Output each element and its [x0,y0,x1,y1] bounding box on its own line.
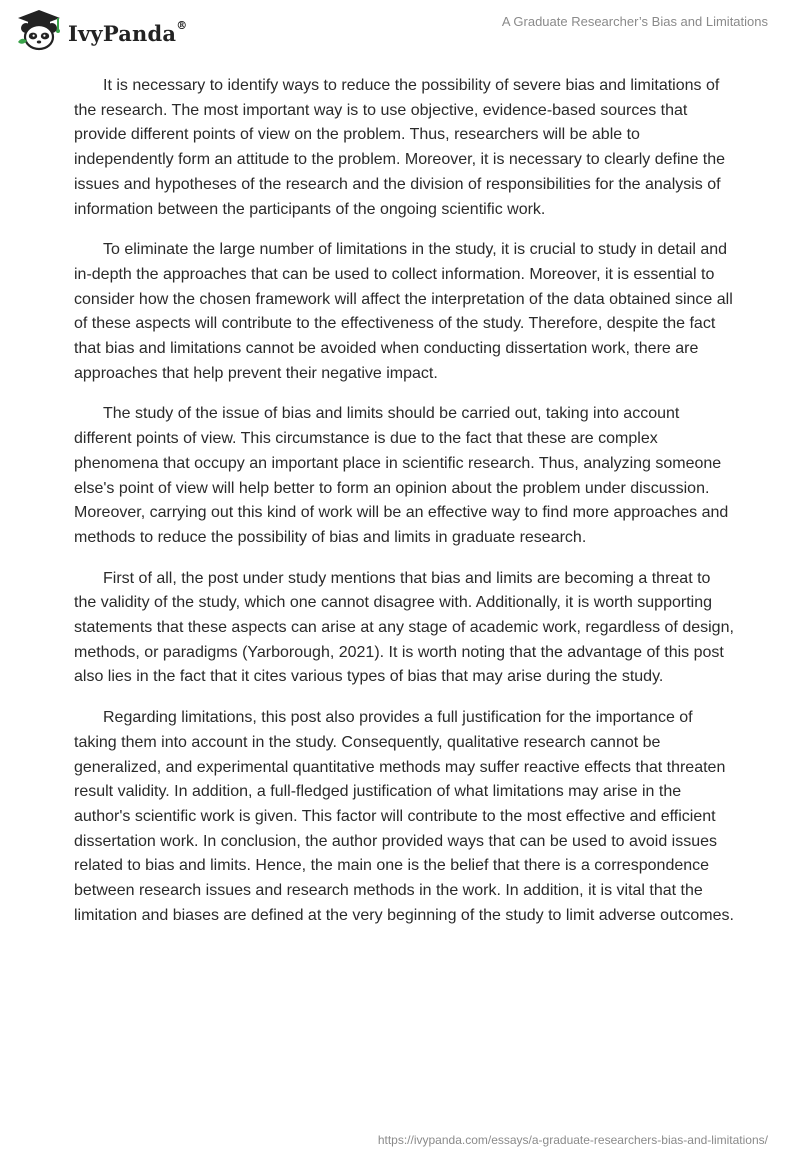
paragraph-5: Regarding limitations, this post also provides a full justification for the importance of taking them into account in the study. Consequently, qualitative research cannot be generalized, and experimental quantitative methods may suffer reactive effects that threaten result validity. In addition, a full-fledged justification of what limitations may arise in the author's scientific work is given. This factor will contribute to the most effective and efficient dissertation work. In conclusion, the author provided ways that can be used to avoid issues related to bias and limits. Hence, the main one is the belief that there is a correspondence between research issues and research methods in the work. In addition, it is vital that the limitation and biases are defined at the very beginning of the study to limit adverse outcomes. [74,709,734,924]
page-header [0,0,800,64]
document-title: A Graduate Researcher’s Bias and Limitations [501,14,768,29]
registered-mark: ® [176,18,188,32]
paragraph-1: It is necessary to identify ways to reduce the possibility of severe bias and limitations of the research. The most important way is to use objective, evidence-based sources that provide different points of view on the problem. Thus, researchers will be able to independently form an attitude to the problem. Moreover, it is necessary to clearly define the issues and hypotheses of the research and the division of responsibilities for the analysis of information between the participants of the ongoing scientific work. [74,77,726,218]
paragraph-3: The study of the issue of bias and limits should be carried out, taking into account different points of view. This circumstance is due to the fact that these are complex phenomena that occupy an important place in scientific research. Thus, analyzing someone else's point of view will help better to form an opinion about the problem under discussion. Moreover, carrying out this kind of work will be an effective way to find more approaches and methods to reduce the possibility of bias and limits in graduate research. [74,405,729,546]
paragraph-2: To eliminate the large number of limitations in the study, it is crucial to study in detail and in-depth the approaches that can be used to collect information. Moreover, it is essential to consider how the chosen framework will affect the interpretation of the data obtained since all of these aspects will contribute to the effectiveness of the study. Therefore, despite the fact that bias and limitations cannot be avoided when conducting dissertation work, there are approaches that help prevent their negative impact. [74,241,733,382]
brand-name [68,18,188,46]
brand-name-text: IvyPanda [68,20,177,46]
source-url[interactable]: https://ivypanda.com/essays/a-graduate-researchers-bias-and-limitations/ [377,1133,768,1147]
panda-graduate-icon [14,8,64,52]
essay-body [74,74,734,945]
paragraph-4: First of all, the post under study mentions that bias and limits are becoming a threat to the validity of the study, which one cannot disagree with. Additionally, it is worth supporting statements that these aspects can arise at any stage of academic work, regardless of design, methods, or paradigms (Yarborough, 2021). It is worth noting that the advantage of this post also lies in the fact that it cites various types of bias that may arise during the study. [74,569,734,686]
ivypanda-logo[interactable] [14,8,187,52]
